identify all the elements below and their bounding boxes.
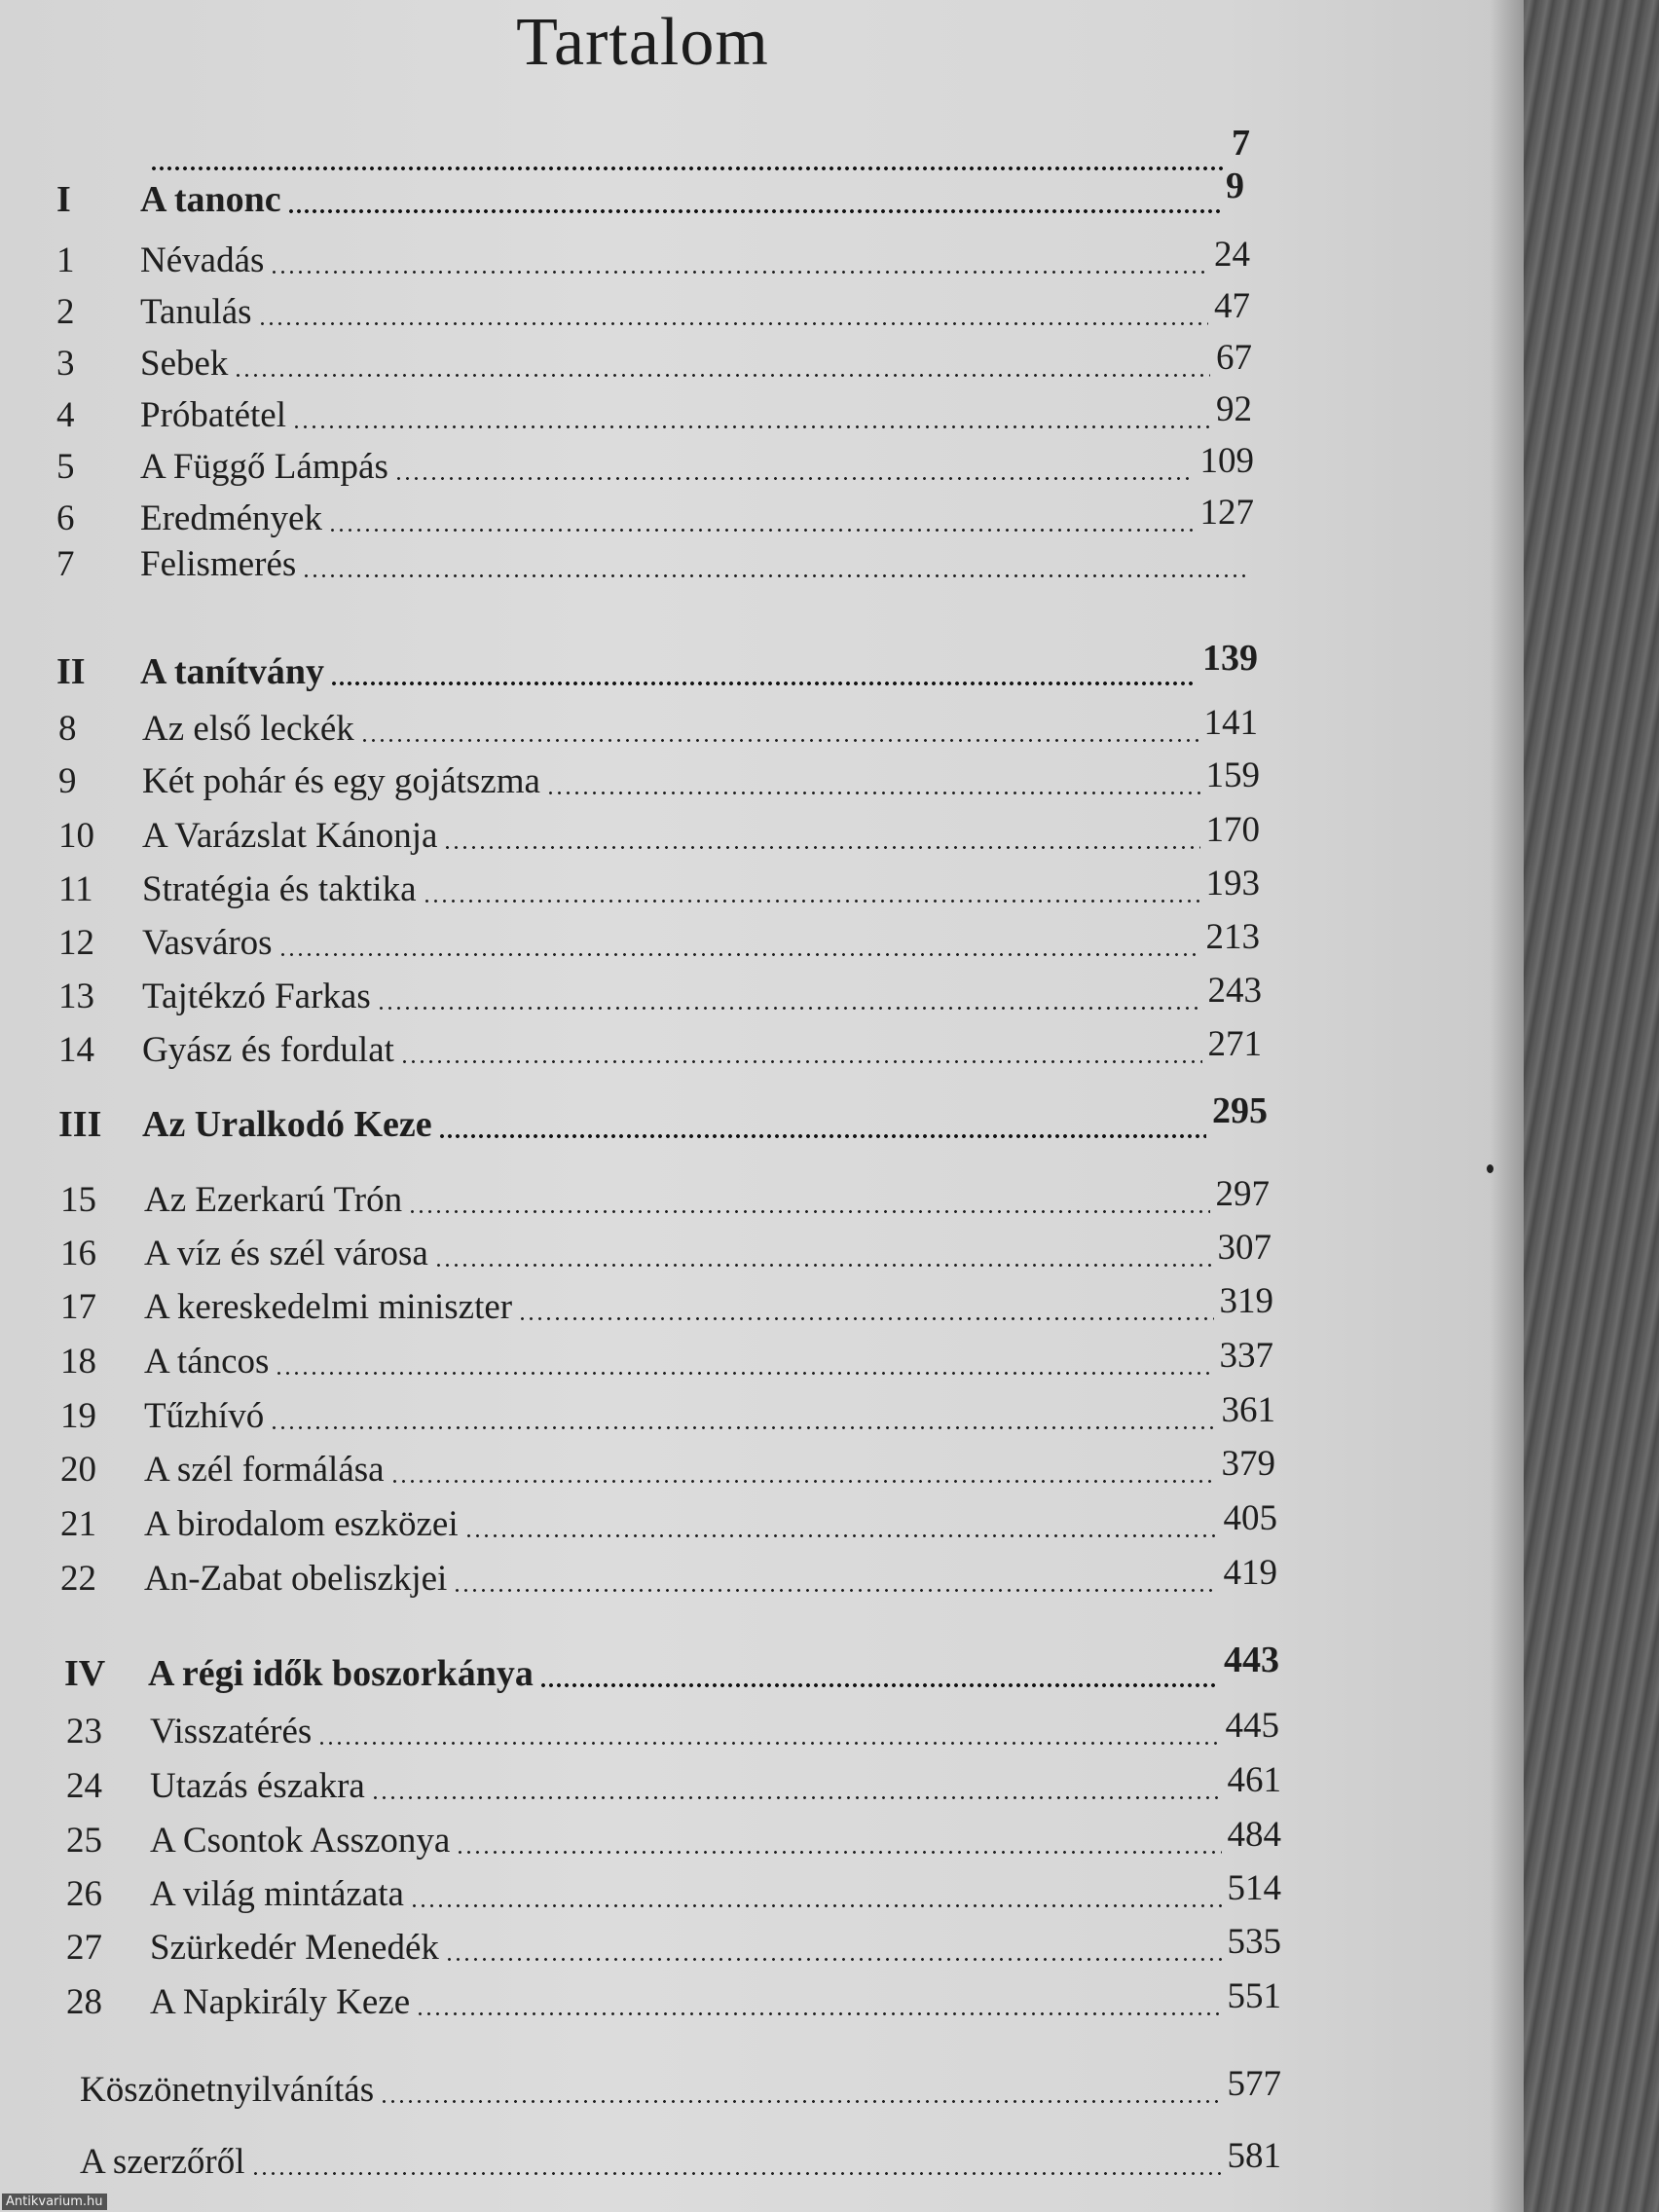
toc-chapter (58, 757, 1260, 799)
chapter-title: Visszatérés (150, 1712, 313, 1751)
chapter-title: A Csontok Asszonya (150, 1821, 451, 1861)
chapter-number: 11 (58, 869, 93, 909)
page-number: 141 (1203, 703, 1258, 743)
chapter-number: 17 (60, 1287, 96, 1327)
leader-dots (287, 209, 1220, 213)
leader-dots (328, 529, 1195, 532)
page-number: 445 (1225, 1706, 1279, 1746)
chapter-number: 13 (58, 977, 94, 1016)
leader-dots (377, 1007, 1202, 1010)
chapter-number: 23 (66, 1712, 102, 1751)
toc-chapter (56, 288, 1250, 330)
page-number: 514 (1227, 1868, 1281, 1908)
leader-dots (464, 1534, 1218, 1537)
toc-chapter (60, 1283, 1273, 1325)
page-number: 193 (1205, 864, 1260, 903)
leader-dots (278, 953, 1200, 956)
toc-chapter (66, 1762, 1281, 1804)
toc-chapter (58, 919, 1260, 961)
leader-dots (330, 682, 1197, 685)
chapter-number: 2 (56, 292, 75, 332)
part-title: A tanítvány (140, 651, 324, 692)
chapter-title: A táncos (144, 1342, 270, 1382)
chapter-title: An-Zabat obeliszkjei (144, 1559, 448, 1599)
toc-chapter (56, 391, 1252, 433)
toc-chapter (56, 237, 1250, 278)
page-number: 361 (1221, 1390, 1275, 1430)
chapter-title: Eredmények (140, 498, 322, 538)
part-title: A régi idők boszorkánya (148, 1653, 534, 1694)
chapter-number: 3 (56, 344, 75, 384)
page-number: 24 (1214, 235, 1250, 275)
toc-chapter (60, 1555, 1277, 1597)
page-number: 419 (1223, 1553, 1277, 1593)
toc-part (56, 167, 1244, 218)
page-title: Tartalom (516, 5, 769, 80)
toc-chapter (58, 973, 1262, 1014)
page-number: 127 (1199, 493, 1254, 533)
page-number: 443 (1224, 1640, 1279, 1680)
leader-dots (416, 2012, 1221, 2015)
leader-dots (380, 2100, 1221, 2103)
chapter-title: Próbatétel (140, 395, 287, 435)
leader-dots (445, 1958, 1222, 1961)
page-number: 484 (1227, 1815, 1281, 1855)
page-number: 551 (1227, 1976, 1281, 2016)
page-number: 535 (1227, 1922, 1281, 1962)
chapter-number: 22 (60, 1559, 96, 1599)
chapter-number: 1 (56, 240, 75, 280)
chapter-number: 14 (58, 1030, 94, 1070)
toc-part (56, 640, 1258, 690)
chapter-title: Két pohár és egy gojátszma (142, 761, 540, 801)
toc-part (58, 1092, 1268, 1143)
leader-dots (302, 574, 1248, 577)
leader-dots (292, 425, 1210, 428)
chapter-number: 5 (56, 447, 75, 487)
page-number: 581 (1227, 2136, 1281, 2176)
leader-dots (438, 1134, 1206, 1138)
leader-dots (453, 1589, 1217, 1592)
chapter-title: Vasváros (142, 923, 273, 963)
leader-dots (410, 1904, 1222, 1907)
chapter-number: 6 (56, 498, 75, 538)
chapter-title: Tanulás (140, 292, 252, 332)
back-matter-title: A szerzőről (80, 2142, 245, 2182)
toc-chapter (66, 1817, 1281, 1859)
toc-chapter (58, 866, 1260, 907)
chapter-title: Felismerés (140, 544, 297, 584)
chapter-title: Gyász és fordulat (142, 1030, 394, 1070)
part-number: IV (64, 1653, 106, 1694)
toc-chapter (60, 1338, 1273, 1380)
toc-chapter (58, 1026, 1262, 1068)
chapter-title: A szél formálása (144, 1450, 385, 1490)
chapter-title: A víz és szél városa (144, 1234, 428, 1273)
chapter-number: 8 (58, 709, 77, 749)
chapter-number: 10 (58, 816, 94, 856)
page-gutter-shadow (1490, 0, 1524, 2212)
part-number: II (56, 651, 86, 692)
chapter-number: 28 (66, 1982, 102, 2022)
chapter-title: Szürkedér Menedék (150, 1928, 439, 1968)
page-number: 295 (1212, 1090, 1268, 1131)
page-number: 271 (1207, 1024, 1262, 1064)
toc-back-matter (68, 2138, 1281, 2180)
chapter-number: 16 (60, 1234, 96, 1273)
watermark-label: Antikvarium.hu (2, 2194, 107, 2210)
leader-dots (546, 792, 1200, 794)
part-title: Az Uralkodó Keze (142, 1104, 432, 1145)
toc-chapter (56, 443, 1254, 485)
leader-dots (434, 1264, 1212, 1267)
leader-dots (423, 900, 1200, 903)
toc-part (64, 1641, 1279, 1692)
page-number: 109 (1199, 441, 1254, 481)
chapter-title: Tajtékzó Farkas (142, 977, 371, 1016)
leader-dots (390, 1480, 1216, 1483)
chapter-number: 12 (58, 923, 94, 963)
chapter-title: A Varázslat Kánonja (142, 816, 438, 856)
chapter-title: A világ mintázata (150, 1874, 404, 1914)
chapter-number: 25 (66, 1821, 102, 1861)
toc-chapter (60, 1446, 1275, 1488)
toc-chapter (56, 495, 1254, 536)
leader-dots (270, 1426, 1215, 1429)
page-number: 337 (1219, 1336, 1273, 1376)
leader-dots (408, 1210, 1209, 1213)
leader-dots (251, 2172, 1222, 2175)
page-number: 9 (1226, 166, 1244, 206)
chapter-number: 4 (56, 395, 75, 435)
page-number: 307 (1217, 1228, 1272, 1268)
leader-dots (456, 1851, 1221, 1854)
part-number: III (58, 1104, 102, 1145)
chapter-number: 21 (60, 1504, 96, 1544)
page-number: 7 (1232, 123, 1250, 164)
ink-dot (1487, 1164, 1493, 1173)
part-number: I (56, 179, 71, 220)
toc-chapter (60, 1176, 1270, 1218)
leader-dots (360, 739, 1198, 742)
toc-chapter (66, 1978, 1281, 2020)
toc-chapter (60, 1392, 1275, 1434)
leader-dots (400, 1060, 1202, 1063)
page-number: 379 (1221, 1444, 1275, 1484)
leader-dots (270, 271, 1208, 274)
chapter-title: A kereskedelmi miniszter (144, 1287, 513, 1327)
leader-dots (518, 1317, 1213, 1320)
toc-chapter (56, 546, 1254, 582)
leader-dots (275, 1372, 1213, 1375)
page-number: 139 (1202, 638, 1258, 679)
page-number: 47 (1214, 286, 1250, 326)
chapter-title: A birodalom eszközei (144, 1504, 459, 1544)
leader-dots (394, 477, 1195, 480)
leader-dots (371, 1796, 1222, 1799)
toc-chapter (66, 1708, 1279, 1750)
book-cover-edge (1524, 0, 1659, 2212)
toc-chapter (58, 705, 1258, 747)
chapter-number: 9 (58, 761, 77, 801)
page-number: 92 (1216, 389, 1252, 429)
toc-chapter (66, 1870, 1281, 1912)
chapter-title: Sebek (140, 344, 229, 384)
toc-chapter (60, 1500, 1277, 1542)
page-number: 405 (1223, 1498, 1277, 1538)
chapter-number: 18 (60, 1342, 96, 1382)
chapter-number: 24 (66, 1766, 102, 1806)
leader-dots (317, 1742, 1219, 1745)
page-number: 159 (1205, 756, 1260, 795)
chapter-number: 27 (66, 1928, 102, 1968)
toc-chapter (56, 340, 1252, 382)
chapter-number: 7 (56, 544, 75, 584)
chapter-title: Az első leckék (142, 709, 354, 749)
page-number: 170 (1205, 810, 1260, 850)
chapter-title: Utazás északra (150, 1766, 365, 1806)
chapter-number: 20 (60, 1450, 96, 1490)
page-number: 213 (1205, 917, 1260, 957)
chapter-title: Stratégia és taktika (142, 869, 417, 909)
back-matter-title: Köszönetnyilvánítás (80, 2070, 375, 2110)
page-number: 577 (1227, 2064, 1281, 2104)
part-title: A tanonc (140, 179, 281, 220)
chapter-title: A Függő Lámpás (140, 447, 388, 487)
page-number: 319 (1219, 1281, 1273, 1321)
toc-back-matter (68, 2066, 1281, 2108)
page-number: 461 (1227, 1760, 1281, 1800)
toc-chapter (58, 812, 1260, 854)
page-number: 297 (1215, 1174, 1270, 1214)
chapter-title: Az Ezerkarú Trón (144, 1180, 403, 1220)
leader-dots (234, 374, 1210, 377)
chapter-title: Névadás (140, 240, 265, 280)
leader-dots (258, 322, 1208, 325)
chapter-title: A Napkirály Keze (150, 1982, 411, 2022)
leader-dots (539, 1683, 1218, 1687)
toc-chapter (66, 1924, 1281, 1966)
chapter-number: 15 (60, 1180, 96, 1220)
page-number: 67 (1216, 338, 1252, 378)
leader-dots (443, 846, 1199, 849)
chapter-number: 26 (66, 1874, 102, 1914)
toc-chapter (60, 1230, 1272, 1272)
chapter-title: Tűzhívó (144, 1396, 265, 1436)
chapter-number: 19 (60, 1396, 96, 1436)
page-number: 243 (1207, 971, 1262, 1011)
